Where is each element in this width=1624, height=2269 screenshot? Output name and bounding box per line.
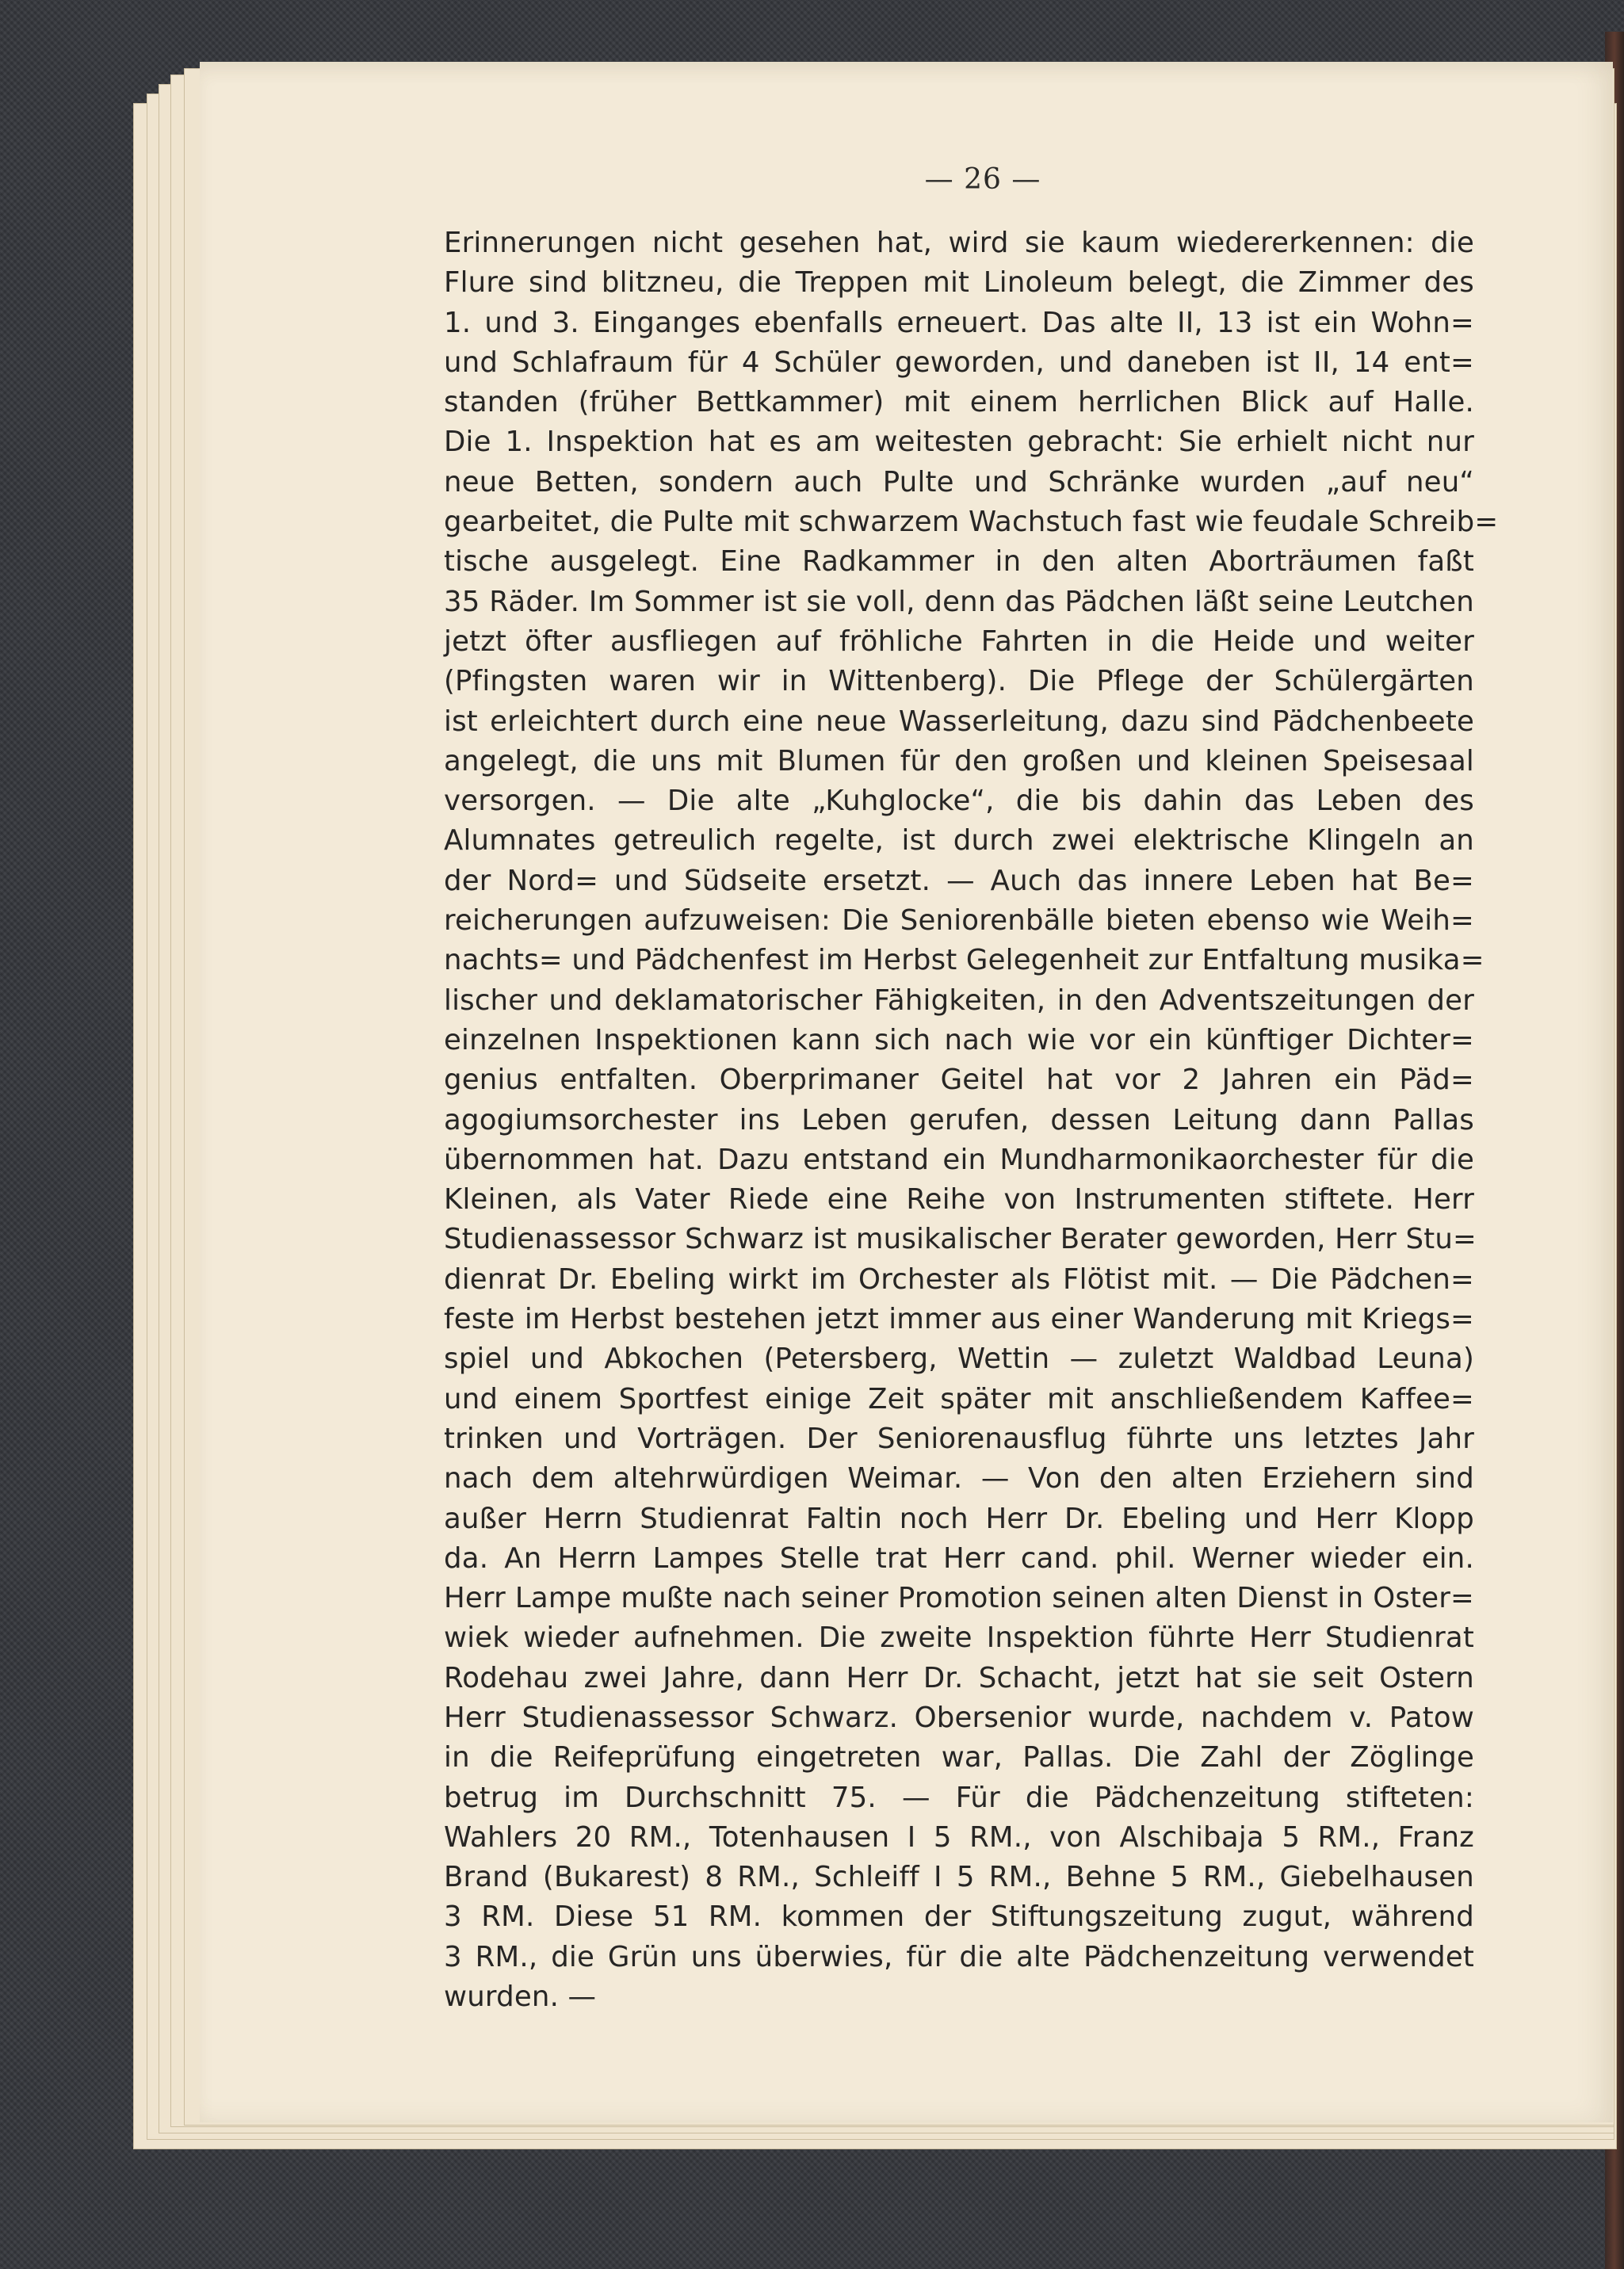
text-line: Kleinen, als Vater Riede eine Reihe von Instrumenten stiftete. Herr xyxy=(444,1183,1474,1217)
text-line: neue Betten, sondern auch Pulte und Schränke wurden „auf neu“ xyxy=(444,465,1474,498)
text-line: außer Herrn Studienrat Faltin noch Herr Dr. Ebeling und Herr Klopp xyxy=(444,1502,1474,1535)
text-line: Die 1. Inspektion hat es am weitesten gebracht: Sie erhielt nicht nur xyxy=(444,426,1474,459)
text-line: und Schlafraum für 4 Schüler geworden, und daneben ist II, 14 ent= xyxy=(444,346,1474,379)
text-line: einzelnen Inspektionen kann sich nach wie vor ein künftiger Dichter= xyxy=(444,1023,1474,1056)
text-line: und einem Sportfest einige Zeit später mit anschließendem Kaffee= xyxy=(444,1382,1474,1415)
text-line: gearbeitet, die Pulte mit schwarzem Wachstuch fast wie feudale Schreib= xyxy=(444,506,1499,539)
text-line: feste im Herbst bestehen jetzt immer aus einer Wanderung mit Kriegs= xyxy=(444,1303,1474,1336)
text-line: 35 Räder. Im Sommer ist sie voll, denn das Pädchen läßt seine Leutchen xyxy=(444,585,1474,618)
text-line: nachts= und Pädchenfest im Herbst Gelegenheit zur Entfaltung musika= xyxy=(444,944,1485,977)
text-line: tische ausgelegt. Eine Radkammer in den alten Aborträumen faßt xyxy=(444,545,1474,579)
text-line: wurden. — xyxy=(444,1981,597,2014)
text-line: reicherungen aufzuweisen: Die Seniorenbälle bieten ebenso wie Weih= xyxy=(444,904,1474,938)
text-line: 3 RM., die Grün uns überwies, für die alte Pädchenzeitung verwendet xyxy=(444,1940,1474,1973)
text-line: agogiumsorchester ins Leben gerufen, dessen Leitung dann Pallas xyxy=(444,1103,1474,1136)
text-line: Wahlers 20 RM., Totenhausen I 5 RM., von Alschibaja 5 RM., Franz xyxy=(444,1820,1474,1854)
text-line: Erinnerungen nicht gesehen hat, wird sie kaum wiedererkennen: die xyxy=(444,227,1474,259)
text-line: in die Reifeprüfung eingetreten war, Pallas. Die Zahl der Zöglinge xyxy=(444,1741,1474,1774)
text-line: versorgen. — Die alte „Kuhglocke“, die bis dahin das Leben des xyxy=(444,785,1474,818)
text-line: nach dem altehrwürdigen Weimar. — Von den alten Erziehern sind xyxy=(444,1462,1474,1495)
text-line: ist erleichtert durch eine neue Wasserleitung, dazu sind Pädchenbeete xyxy=(444,705,1474,738)
text-line: genius entfalten. Oberprimaner Geitel hat vor 2 Jahren ein Päd= xyxy=(444,1064,1474,1097)
text-line: Studienassessor Schwarz ist musikalischer Berater geworden, Herr Stu= xyxy=(444,1223,1477,1256)
page-number: — 26 — xyxy=(924,163,1041,196)
text-line: lischer und deklamatorischer Fähigkeiten, in den Adventszeitungen der xyxy=(444,984,1474,1017)
text-line: Herr Lampe mußte nach seiner Promotion seinen alten Dienst in Oster= xyxy=(444,1582,1474,1615)
text-line: jetzt öfter ausfliegen auf fröhliche Fahrten in die Heide und weiter xyxy=(444,625,1474,658)
text-line: Flure sind blitzneu, die Treppen mit Linoleum belegt, die Zimmer des xyxy=(444,266,1474,300)
text-line: 1. und 3. Einganges ebenfalls erneuert. Das alte II, 13 ist ein Wohn= xyxy=(444,306,1474,339)
text-line: 3 RM. Diese 51 RM. kommen der Stiftungszeitung zugut, während xyxy=(444,1900,1474,1934)
text-line: dienrat Dr. Ebeling wirkt im Orchester als Flötist mit. — Die Pädchen= xyxy=(444,1262,1474,1296)
text-line: wiek wieder aufnehmen. Die zweite Inspektion führte Herr Studienrat xyxy=(444,1622,1474,1655)
text-line: der Nord= und Südseite ersetzt. — Auch das innere Leben hat Be= xyxy=(444,864,1474,897)
text-line: Herr Studienassessor Schwarz. Obersenior wurde, nachdem v. Patow xyxy=(444,1701,1474,1734)
text-line: standen (früher Bettkammer) mit einem herrlichen Blick auf Halle. xyxy=(444,386,1474,419)
body-text xyxy=(444,223,1499,2017)
text-line: betrug im Durchschnitt 75. — Für die Pädchenzeitung stifteten: xyxy=(444,1781,1474,1814)
text-line: Brand (Bukarest) 8 RM., Schleiff I 5 RM., Behne 5 RM., Giebelhausen xyxy=(444,1861,1474,1894)
text-line: trinken und Vorträgen. Der Seniorenausflug führte uns letztes Jahr xyxy=(444,1422,1474,1455)
text-line: (Pfingsten waren wir in Wittenberg). Die Pflege der Schülergärten xyxy=(444,665,1474,698)
text-line: angelegt, die uns mit Blumen für den großen und kleinen Speisesaal xyxy=(444,744,1474,777)
text-line: Rodehau zwei Jahre, dann Herr Dr. Schacht, jetzt hat sie seit Ostern xyxy=(444,1661,1474,1694)
text-line: übernommen hat. Dazu entstand ein Mundharmonikaorchester für die xyxy=(444,1143,1474,1176)
text-line: spiel und Abkochen (Petersberg, Wettin — zuletzt Waldbad Leuna) xyxy=(444,1343,1474,1376)
text-line: da. An Herrn Lampes Stelle trat Herr cand. phil. Werner wieder ein. xyxy=(444,1541,1474,1575)
text-line: Alumnates getreulich regelte, ist durch zwei elektrische Klingeln an xyxy=(444,824,1474,858)
